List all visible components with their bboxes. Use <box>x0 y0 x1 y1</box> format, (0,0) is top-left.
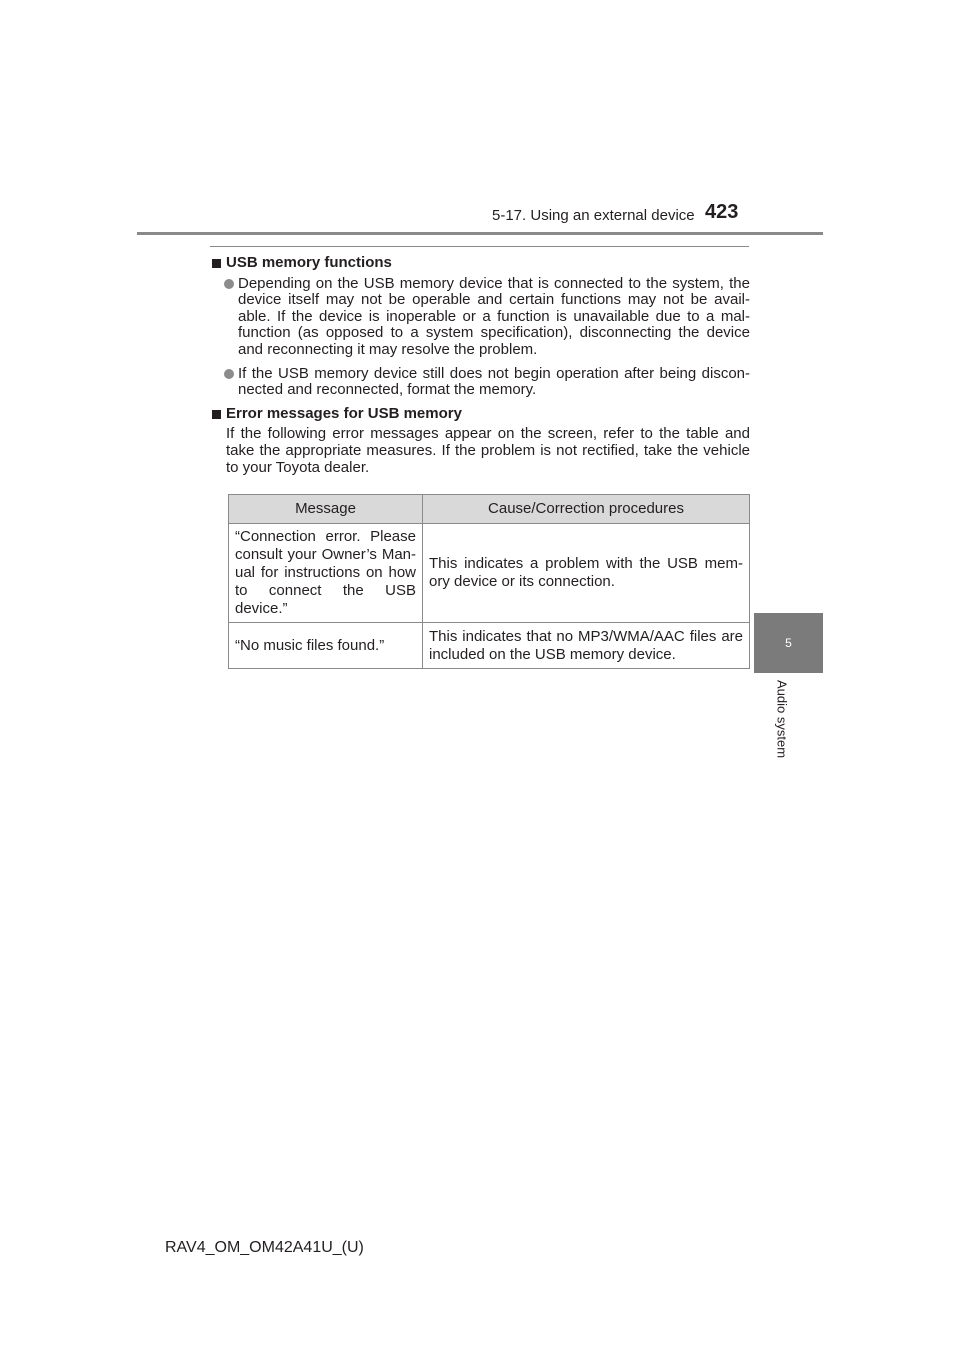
table-header-row <box>229 495 750 524</box>
document-code: RAV4_OM_OM42A41U_(U) <box>165 1239 364 1256</box>
list-item <box>210 366 750 399</box>
table-row <box>229 623 750 669</box>
circle-bullet-icon <box>224 279 234 289</box>
list-item <box>210 276 750 359</box>
column-header-message: Message <box>229 495 423 524</box>
usb-functions-heading-text: USB memory functions <box>226 254 392 271</box>
chapter-number: 5 <box>785 636 792 650</box>
square-bullet-icon <box>212 410 221 419</box>
table-row <box>229 524 750 623</box>
list-item-text: If the USB memory device still does not begin operation after being discon-nected and reconnected, format the memory. <box>238 364 750 399</box>
usb-functions-heading <box>210 255 750 272</box>
page-content <box>210 255 750 476</box>
error-messages-heading <box>210 406 750 423</box>
table-cell-message: “No music files found.” <box>229 623 423 669</box>
error-intro-paragraph: If the following error messages appear on the screen, refer to the table and take the appropriate measures. If the problem is not rectified, take the vehicle to your Toyota dealer. <box>226 425 750 476</box>
table-cell-cause: This indicates a problem with the USB mem-ory device or its connection. <box>423 524 750 623</box>
square-bullet-icon <box>212 259 221 268</box>
table-cell-message: “Connection error. Please consult your Owner’s Man-ual for instructions on how to connect the USB device.” <box>229 524 423 623</box>
list-item-text: Depending on the USB memory device that is connected to the system, the device itself may not be operable and certain functions may not be avail-able. If the device is inoperable or a function is unavailable due to a mal-function (as opposed to a system specification), disconnecting the device and reconnecting it may resolve the problem. <box>238 274 750 358</box>
chapter-title: Audio system <box>774 680 790 759</box>
page-number: 423 <box>705 201 739 223</box>
error-messages-heading-text: Error messages for USB memory <box>226 404 462 422</box>
header-divider <box>137 232 823 235</box>
column-header-cause: Cause/Correction procedures <box>423 495 750 524</box>
content-divider <box>210 246 749 247</box>
error-messages-table <box>228 494 750 669</box>
table-cell-cause: This indicates that no MP3/WMA/AAC files are included on the USB memory device. <box>423 623 750 669</box>
chapter-tab <box>754 613 823 673</box>
circle-bullet-icon <box>224 369 234 379</box>
section-title: 5-17. Using an external device <box>492 207 695 224</box>
